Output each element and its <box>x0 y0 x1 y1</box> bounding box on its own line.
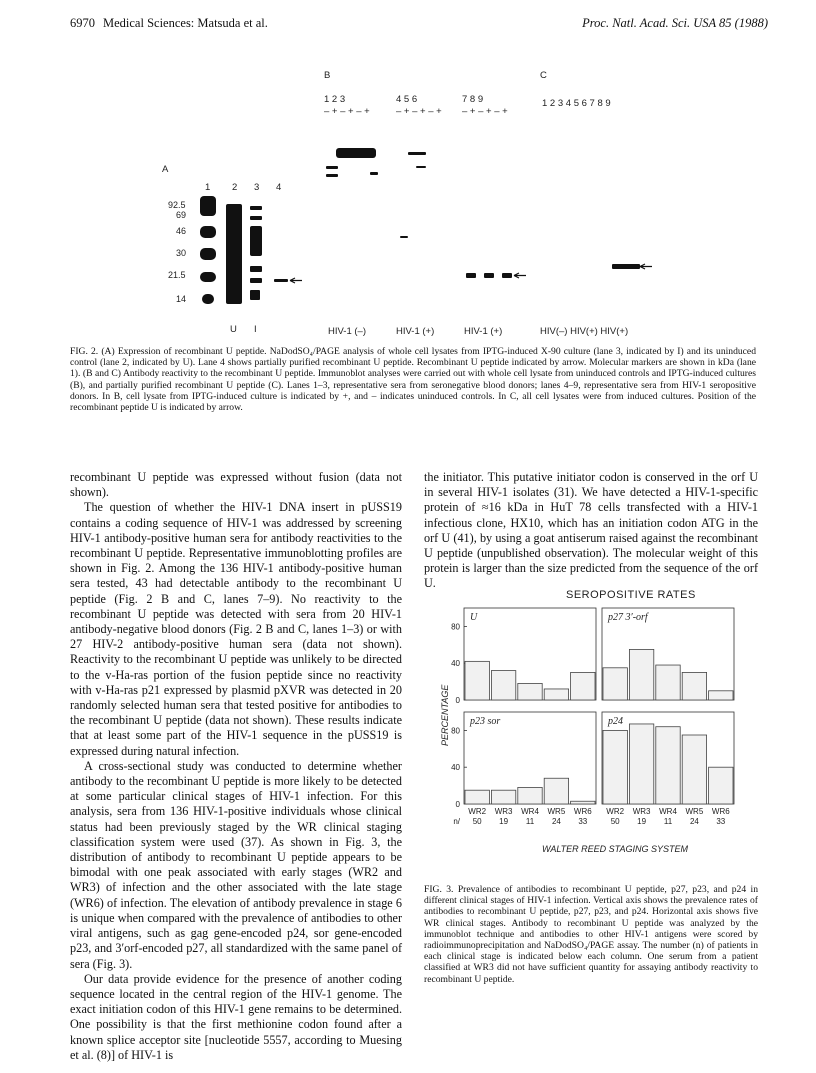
n-value-label: 19 <box>637 817 647 826</box>
y-tick-label: 40 <box>451 659 460 669</box>
y-tick-label: 80 <box>451 622 460 632</box>
b-bottom-2: HIV-1 (+) <box>396 326 435 337</box>
x-tick-label: WR6 <box>711 807 730 816</box>
panel-c-bands <box>612 264 652 269</box>
bar <box>603 730 627 804</box>
bar <box>465 661 489 700</box>
a-lane-1: 1 <box>205 182 211 193</box>
bar <box>571 801 595 804</box>
paragraph: Our data provide evidence for the presence of another coding sequence located in the central region of the HIV-1 genome. The exact initiation codon of this HIV-1 gene remains to be determined. One possibility is that the first methionine codon found after a known splice acceptor site [nucleotide 5557, according to Muesing et al. (8)] of HIV-1 is <box>70 971 402 1062</box>
b-bottom-1: HIV-1 (–) <box>328 326 367 337</box>
x-tick-label: WR5 <box>547 807 566 816</box>
y-tick-label: 0 <box>455 696 460 705</box>
x-tick-label: WR3 <box>494 807 513 816</box>
x-tick-label: WR2 <box>468 807 487 816</box>
paragraph: A cross-sectional study was conducted to determine whether antibody to the recombinant U peptide is more likely to be detected at some particular clinical stages of HIV-1 infection. For this analysis, sera from 136 HIV-1-positive individuals whose clinical status had been previously staged by the WR clinical staging classification system were used (37). As shown in Fig. 3, the distribution of antibody to recombinant U peptide appears to be bimodal with one peak associated with early stages (WR2 and WR3) of infection and the other associated with the late stage (WR6) of infection. The elevation of antibody prevalence in stage 6 is unique when compared with the prevalence of antibodies to other viral antigens, such as gag gene-encoded p24, sor gene-encoded p23, and 3′orf-encoded p27, all standardized with the same panel of sera (Fig. 3). <box>70 758 402 971</box>
running-title: Medical Sciences: Matsuda et al. <box>103 16 268 30</box>
journal-citation: Proc. Natl. Acad. Sci. USA 85 (1988) <box>582 16 768 30</box>
panel-b-label: B <box>324 70 331 81</box>
paragraph: The question of whether the HIV-1 DNA insert in pUSS19 contains a coding sequence of HIV-1 was addressed by screening HIV-1 antibody-positive human sera for antibody reactivities to the recombinant U peptide. Representative immunoblotting profiles are shown in Fig. 2. Among the 136 HIV-1 antibody-positive human sera tested, 43 had detectable antibody to the recombinant U peptide (Fig. 2 B and C, lanes 7–9). No reactivity to the recombinant U peptide was detected with sera from 20 HIV-1 antibody-negative blood donors (Fig. 2 B and C, lanes 1–3) or with 27 HIV-2 antibody-positive human sera (data not shown). Reactivity to the recombinant U peptide was unlikely to be directed to the v-Ha-ras portion of the fusion peptide since no reactivity with v-Ha-ras p21 expressed by plasmid pXVR was detected in 20 randomly selected human sera that tested positive for antibodies to the recombinant U peptide (data not shown). These results indicate that at least some part of the HIV-1 sequence in the pUSS19 is expressed during natural infection. <box>70 500 402 758</box>
n-value-label: 11 <box>525 817 535 826</box>
a-bottom-u: U <box>230 324 237 335</box>
figure-2-caption: FIG. 2. (A) Expression of recombinant U peptide. NaDodSO₄/PAGE analysis of whole cell lysates from IPTG-induced X-90 culture (lane 3, indicated by I) and its uninduced control (lane 2, indicated by U). Lane 4 shows partially purified recombinant U peptide. Recombinant U peptide indicated by arrow. Molecular markers are shown in kDa (lane 1). (B and C) Antibody reactivity to the recombinant U peptide. Immunoblot analyses were carried out with whole cell lysate from uninduced controls and IPTG-induced cultures (B), and partially purified recombinant U peptide (C). Lanes 1–3, representative sera from seronegative blood donors; lanes 4–9, representative sera from HIV-1 seropositive donors. In B, cell lysate from IPTG-induced culture is indicated by +, and – indicates uninduced controls. In C, all cell lysates were from induced cultures. Position of the recombinant peptide U is indicated by arrow. <box>70 346 756 414</box>
marker-46: 46 <box>176 226 187 236</box>
figure-3-caption: FIG. 3. Prevalence of antibodies to recombinant U peptide, p27, p23, and p24 in different clinical stages of HIV-1 infection. Vertical axis shows the prevalence rates of antibodies to recombinant U peptide, p27, p23, and p24. Horizontal axis shows five WR clinical stages. Antibody to recombinant U peptide was analyzed by the immunoblot technique and antibodies to other HIV-1 antigens were scored by radioimmunoprecipitation and NaDodSO₄/PAGE assay. The number (n) of patients in each clinical stage is indicated below each column. One serum from a patient classified at WR3 did not have sufficient quantity for assaying antibody reactivity to recombinant U peptide. <box>424 884 758 985</box>
x-tick-label: WR5 <box>685 807 704 816</box>
panel-c-label: C <box>540 70 547 81</box>
left-column <box>70 470 402 1063</box>
bar <box>629 724 653 804</box>
bar <box>544 778 568 804</box>
c-lanes: 1 2 3 4 5 6 7 8 9 <box>542 98 611 109</box>
bar <box>491 671 515 700</box>
bar <box>682 735 706 804</box>
a-bottom-i: I <box>254 324 257 335</box>
bar <box>491 790 515 804</box>
n-value-label: 33 <box>578 817 588 826</box>
n-value-label: 11 <box>663 817 673 826</box>
n-value-label: 33 <box>716 817 726 826</box>
x-tick-label: WR4 <box>659 807 677 816</box>
x-tick-label: WR2 <box>606 807 625 816</box>
bar <box>544 689 568 700</box>
chart-title: SEROPOSITIVE RATES <box>566 589 696 601</box>
paragraph: the initiator. This putative initiator codon is conserved in the orf U in several HIV-1 isolates (31). We have detected a HIV-1-specific protein of ≈16 kDa in HuT 78 cells transfected with a HIV-1 infectious clone, HX10, which has an initiation codon ATG in the orf U (41), by using a goat antiserum raised against the recombinant U peptide (unpublished observation). The molecular weight of this protein is larger than the size predicted from the sequence of the orf U. <box>424 470 758 591</box>
x-axis-label: WALTER REED STAGING SYSTEM <box>542 844 689 854</box>
y-tick-label: 40 <box>451 763 460 773</box>
n-label: n/ <box>453 817 460 826</box>
marker-69: 69 <box>176 210 187 220</box>
bar <box>629 649 653 700</box>
b-group-3: 7 8 9 <box>462 94 484 105</box>
marker-21-5: 21.5 <box>168 270 186 280</box>
panel-label: U <box>470 612 478 623</box>
marker-92-5: 92.5 <box>168 200 186 210</box>
b-group-2: 4 5 6 <box>396 94 418 105</box>
x-tick-label: WR3 <box>632 807 651 816</box>
bar <box>571 672 595 700</box>
panel-label: p23 sor <box>470 716 501 727</box>
page-number: 6970 <box>70 16 95 30</box>
panel-a-bands <box>200 196 302 304</box>
b-signs-3: – + – + – + <box>462 106 508 117</box>
n-value-label: 19 <box>499 817 509 826</box>
bar <box>709 691 733 700</box>
b-signs-1: – + – + – + <box>324 106 370 117</box>
figure-2-blots <box>150 66 710 346</box>
figure-3-chart <box>424 586 758 856</box>
bar <box>656 727 680 804</box>
bar <box>518 683 542 700</box>
bar <box>518 787 542 804</box>
panel-b-bands <box>326 148 526 278</box>
panel-label: p24 <box>608 716 623 727</box>
x-tick-label: WR4 <box>521 807 539 816</box>
running-header-left <box>70 16 268 31</box>
n-value-label: 50 <box>610 817 620 826</box>
y-tick-label: 0 <box>455 800 460 809</box>
y-tick-label: 80 <box>451 726 460 736</box>
bar <box>603 668 627 700</box>
bar <box>465 790 489 804</box>
a-lane-3: 3 <box>254 182 260 193</box>
bar <box>709 767 733 804</box>
a-lane-2: 2 <box>232 182 238 193</box>
n-value-label: 24 <box>551 817 561 826</box>
a-lane-4: 4 <box>276 182 282 193</box>
x-tick-label: WR6 <box>573 807 592 816</box>
panel-label: p27 3′-orf <box>608 612 648 623</box>
panel-a-label: A <box>162 164 169 175</box>
b-signs-2: – + – + – + <box>396 106 442 117</box>
n-value-label: 24 <box>689 817 699 826</box>
bar <box>656 665 680 700</box>
bar <box>682 672 706 700</box>
marker-30: 30 <box>176 248 187 258</box>
right-column <box>424 470 758 592</box>
paragraph: recombinant U peptide was expressed without fusion (data not shown). <box>70 470 402 500</box>
n-value-label: 50 <box>472 817 482 826</box>
b-bottom-3: HIV-1 (+) <box>464 326 503 337</box>
c-bottom: HIV(–) HIV(+) HIV(+) <box>540 326 629 337</box>
y-axis-label: PERCENTAGE <box>440 684 450 746</box>
marker-14: 14 <box>176 294 187 304</box>
b-group-1: 1 2 3 <box>324 94 346 105</box>
